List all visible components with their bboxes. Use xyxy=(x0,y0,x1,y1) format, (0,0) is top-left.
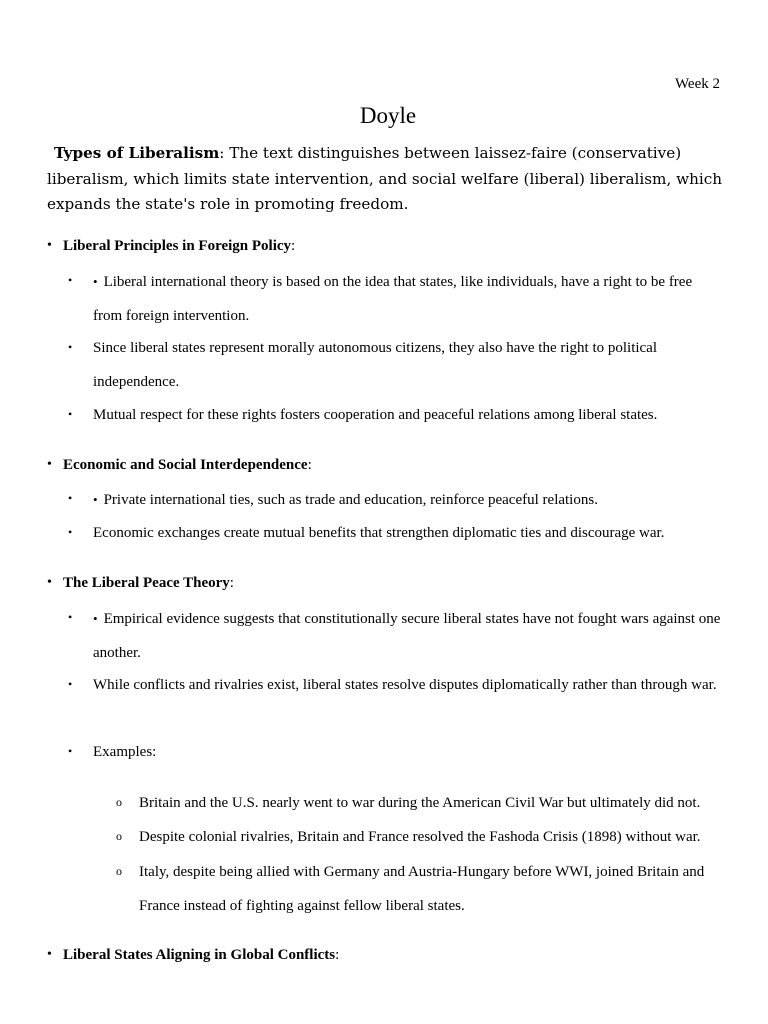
list-item-text: Mutual respect for these rights fosters cooperation and peaceful relations among liberal states. xyxy=(93,407,658,423)
list-item-text: Private international ties, such as trade and education, reinforce peaceful relations. xyxy=(103,492,598,508)
bullet-icon: • xyxy=(68,273,73,287)
bullet-icon: • xyxy=(68,744,73,758)
list-item-text: Examples: xyxy=(93,744,157,760)
page-title: Doyle xyxy=(359,103,417,128)
circle-bullet-icon: o xyxy=(116,864,122,878)
section-heading-text: Economic and Social Interdependence xyxy=(63,457,308,473)
intro-lead: Types of Liberalism xyxy=(54,144,220,162)
bullet-icon: • xyxy=(47,457,52,472)
bullet-icon: • xyxy=(68,407,73,421)
list-item-text: Since liberal states represent morally autonomous citizens, they also have the right to political independence. xyxy=(93,340,658,390)
bullet-icon: • xyxy=(47,238,52,253)
example-item-text: Italy, despite being allied with Germany and Austria-Hungary before WWI, joined Britain and France instead of fighting against fellow liberal states. xyxy=(139,864,705,914)
bullet-icon: • xyxy=(47,575,52,590)
bullet-icon: • xyxy=(68,677,73,691)
section-heading-text: The Liberal Peace Theory xyxy=(63,575,230,591)
example-item-text: Despite colonial rivalries, Britain and France resolved the Fashoda Crisis (1898) without war. xyxy=(139,829,701,845)
bullet-icon: • xyxy=(93,274,98,289)
bullet-icon: • xyxy=(93,611,98,626)
example-item-text: Britain and the U.S. nearly went to war during the American Civil War but ultimately did not. xyxy=(139,795,701,811)
section-heading-text: Liberal Principles in Foreign Policy xyxy=(63,238,292,254)
bullet-icon: • xyxy=(68,491,73,505)
bullet-icon: • xyxy=(93,492,98,507)
intro-text: : The text distinguishes between laissez-faire (conservative) liberalism, which limits state intervention, and social welfare (liberal) liberalism, which expands the state's role in promoting freedom. xyxy=(47,144,723,213)
list-item-text: Economic exchanges create mutual benefits that strengthen diplomatic ties and discourage war. xyxy=(93,525,665,541)
list-item-text: While conflicts and rivalries exist, liberal states resolve disputes diplomatically rather than through war. xyxy=(93,677,717,693)
circle-bullet-icon: o xyxy=(116,795,122,809)
circle-bullet-icon: o xyxy=(116,829,122,843)
week-label: Week 2 xyxy=(674,76,720,92)
intro-paragraph xyxy=(47,141,737,218)
bullet-icon: • xyxy=(68,525,73,539)
list-item-text: Empirical evidence suggests that constitutionally secure liberal states have not fought wars against one another. xyxy=(93,611,721,661)
bullet-icon: • xyxy=(68,340,73,354)
bullet-icon: • xyxy=(68,610,73,624)
bullet-icon: • xyxy=(47,947,52,962)
section-heading-text: Liberal States Aligning in Global Conflicts xyxy=(63,947,336,963)
list-item-text: Liberal international theory is based on the idea that states, like individuals, have a right to be free from foreign intervention. xyxy=(93,274,693,324)
